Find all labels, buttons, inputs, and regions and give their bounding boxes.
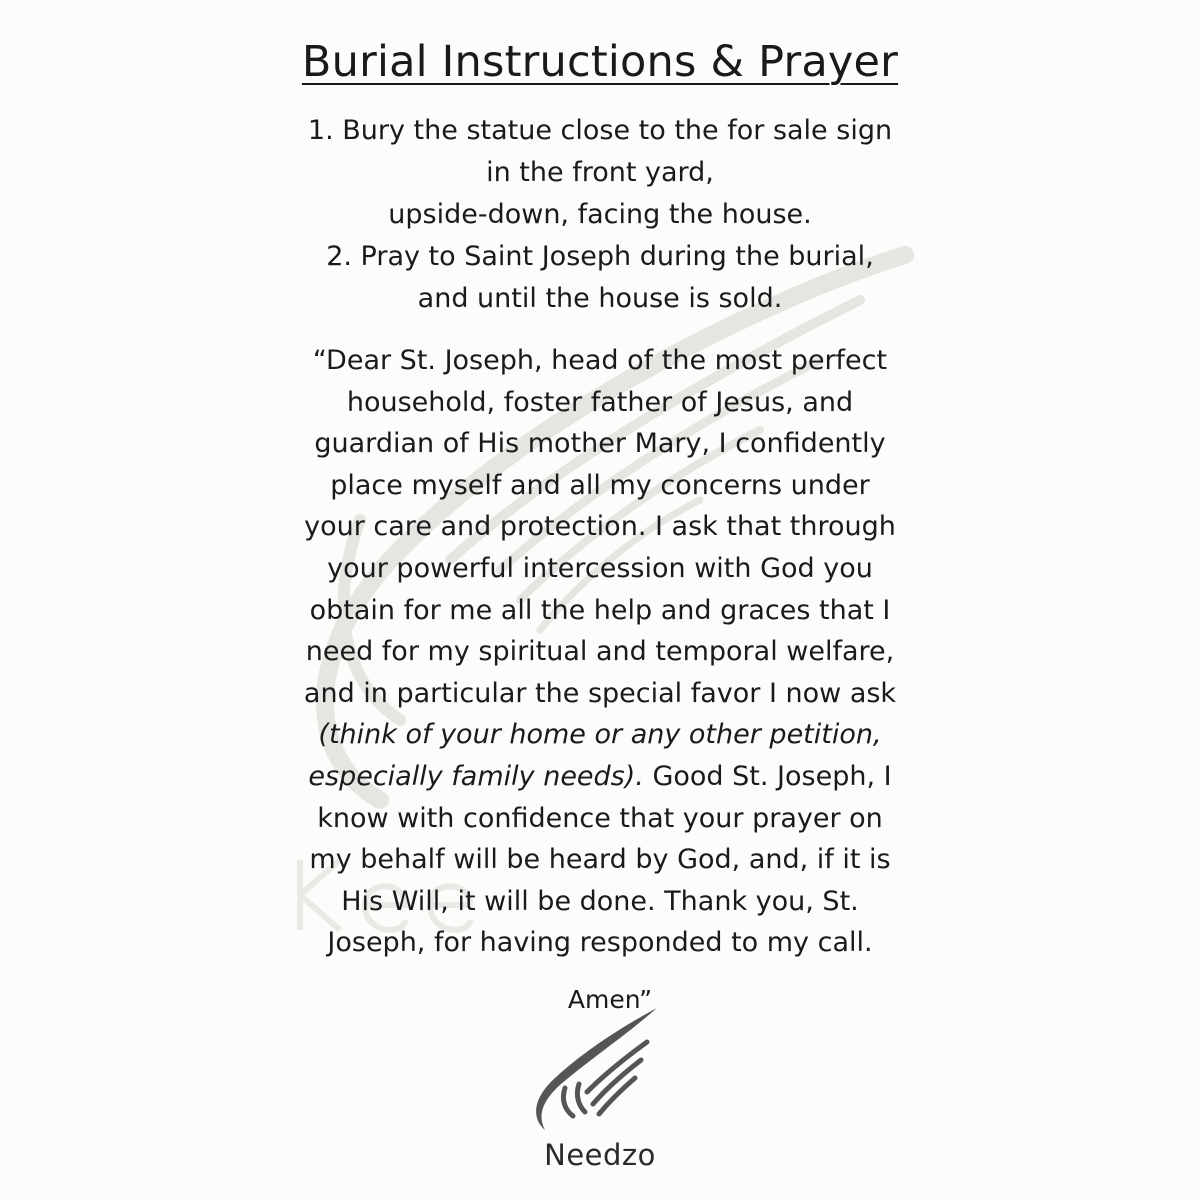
instruction-line: in the front yard,	[486, 157, 714, 188]
prayer-line: place myself and all my concerns under	[330, 469, 870, 501]
petition-italic-text: especially family needs).	[308, 760, 644, 792]
prayer-line: obtain for me all the help and graces that I	[309, 594, 891, 626]
petition-italic-text: (think of your home or any other petition,	[318, 719, 882, 751]
prayer-line: need for my spiritual and temporal welfare,	[305, 636, 895, 668]
prayer-line-mixed	[0, 756, 1200, 798]
brand-name: Needzo	[544, 1138, 656, 1172]
prayer-line: and in particular the special favor I now ask	[303, 677, 897, 709]
page-title	[0, 32, 1200, 92]
prayer-line: my behalf will be heard by God, and, if it is	[309, 844, 891, 876]
prayer-line: your care and protection. I ask that through	[304, 511, 896, 543]
prayer-line: guardian of His mother Mary, I confidently	[314, 428, 886, 460]
prayer-line: your powerful intercession with God you	[327, 552, 873, 584]
title-text: Burial Instructions & Prayer	[301, 37, 899, 87]
prayer-line: His Will, it will be done. Thank you, St.	[341, 885, 859, 917]
instruction-line: 2. Pray to Saint Joseph during the burial,	[326, 241, 874, 272]
prayer-line: “Dear St. Joseph, head of the most perfect	[312, 345, 888, 376]
instruction-line: 1. Bury the statue close to the for sale sign	[307, 115, 893, 146]
instruction-line: upside-down, facing the house.	[388, 199, 812, 230]
instructions-block	[0, 110, 1200, 320]
instruction-line: and until the house is sold.	[417, 283, 783, 314]
prayer-text	[0, 340, 1200, 964]
prayer-line-italic	[0, 714, 1200, 756]
prayer-line: household, foster father of Jesus, and	[346, 386, 854, 418]
prayer-text-fragment: Good St. Joseph, I	[643, 760, 892, 792]
prayer-line: know with confidence that your prayer on	[317, 802, 883, 834]
wing-icon	[525, 1000, 665, 1135]
amen-text: Amen”	[567, 985, 653, 1014]
prayer-line: Joseph, for having responded to my call.	[327, 927, 873, 959]
